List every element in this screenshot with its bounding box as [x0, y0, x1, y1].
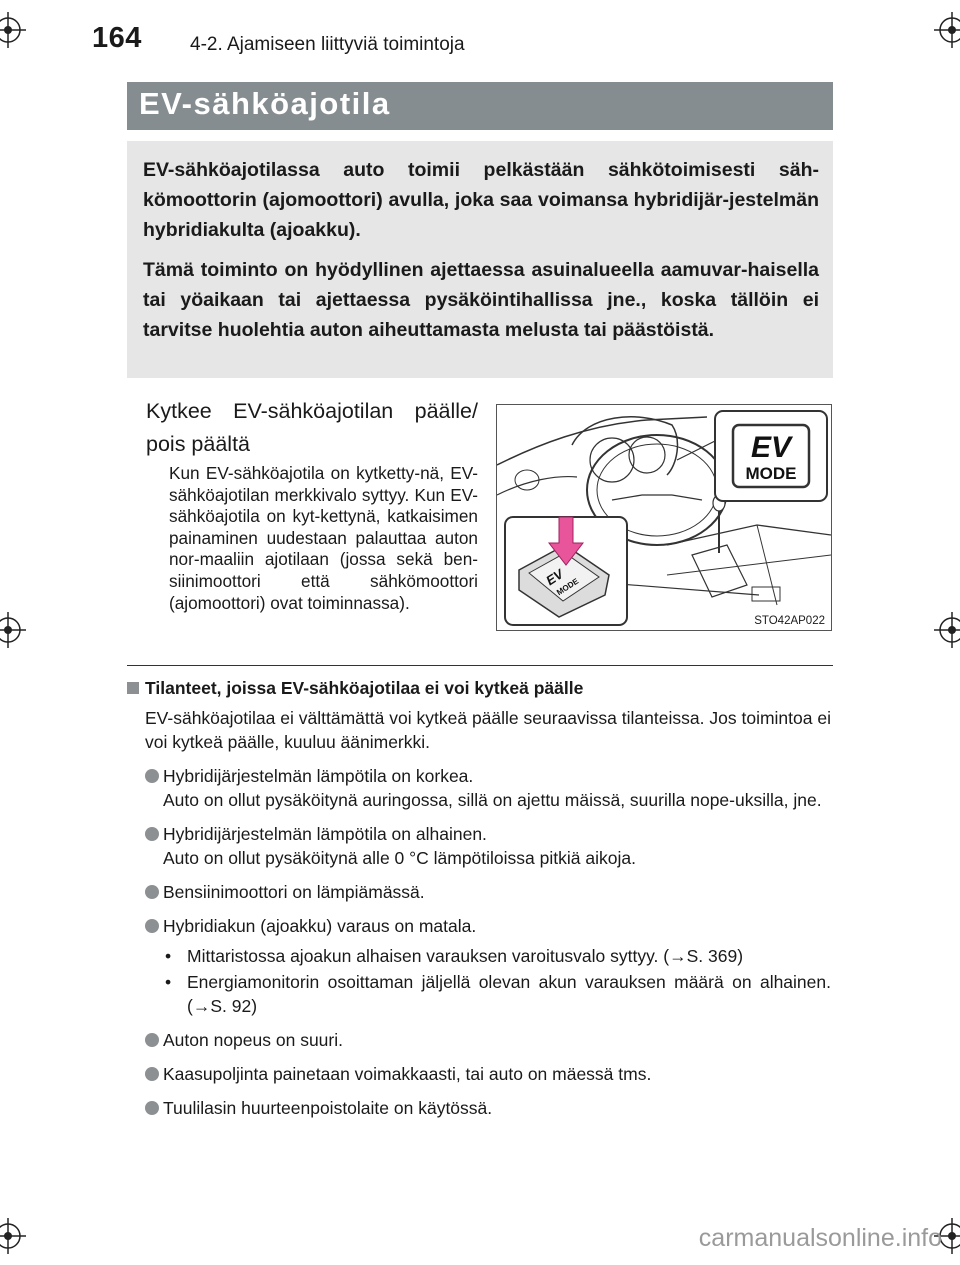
chapter-header: 4-2. Ajamiseen liittyviä toimintoja	[190, 34, 465, 55]
section-intro: EV-sähköajotilaa ei välttämättä voi kytkeä päälle seuraavissa tilanteissa. Jos toimintoa ei voi kytkeä päälle, kuuluu äänimerkki.	[145, 708, 831, 752]
sub-list-item: • Mittaristossa ajoakun alhaisen varauksen varoitusvalo syttyy. (→S. 369)	[165, 946, 744, 966]
circle-bullet-icon	[145, 919, 159, 933]
circle-bullet-icon	[145, 769, 159, 783]
crop-mark-top-right	[934, 12, 960, 48]
crop-mark-top-left	[0, 12, 26, 48]
crop-mark-bottom-left	[0, 1218, 26, 1254]
circle-bullet-icon	[145, 1067, 159, 1081]
circle-bullet-icon	[145, 885, 159, 899]
list-item: Hybridijärjestelmän lämpötila on korkea. Auto on ollut pysäköitynä auringossa, sillä on ajettu mäissä, suurilla nope-uksilla, jne.	[145, 764, 831, 812]
section-title-band	[127, 82, 833, 130]
dashboard-drawing	[497, 405, 831, 630]
circle-bullet-icon	[145, 827, 159, 841]
intro-paragraph-2: Tämä toiminto on hyödyllinen ajettaessa asuinalueella aamuvar-haisella tai yöaikaan tai ajettaessa pysäköintihallissa jne., koska tällöin ei tarvitse huolehtia auton aiheuttamasta melusta tai päästöistä.	[143, 259, 819, 341]
watermark: carmanualsonline.info	[698, 1224, 942, 1252]
list-item: Bensiinimoottori on lämpiämässä.	[145, 880, 831, 904]
intro-paragraph-1: EV-sähköajotilassa auto toimii pelkästään sähkötoimisesti säh-kömoottorin (ajomoottori) avulla, joka saa voimansa hybridijär-jestelmän hybridiakulta (ajoakku).	[143, 159, 819, 241]
section-divider	[127, 665, 833, 666]
ev-button-top: EV	[543, 566, 566, 589]
switch-heading: Kytkee EV-sähköajotilan päälle/ pois päältä	[146, 399, 478, 456]
ev-mode-switch-illustration	[496, 404, 832, 631]
list-item: Tuulilasin huurteenpoistolaite on käytössä.	[145, 1096, 831, 1120]
figure-code: STO42AP022	[754, 615, 825, 627]
ev-badge-bottom: MODE	[745, 464, 797, 483]
list-item: Hybridiakun (ajoakku) varaus on matala.	[145, 914, 831, 938]
circle-bullet-icon	[145, 1101, 159, 1115]
list-item: Hybridijärjestelmän lämpötila on alhainen. Auto on ollut pysäköitynä alle 0 °C lämpötiloissa pitkiä aikoja.	[145, 822, 831, 870]
square-bullet-icon	[127, 682, 139, 694]
switch-description: Kun EV-sähköajotila on kytketty-nä, EV-sähköajotilan merkkivalo syttyy. Kun EV-sähköajotila on kyt-kettynä, katkaisimen painaminen uudestaan palauttaa auton nor-maaliin ajotilaan (jossa sekä ben-siinimoottori että sähkömoottori (ajomoottori) ovat toiminnassa).	[169, 463, 478, 613]
list-item: Kaasupoljinta painetaan voimakkaasti, tai auto on mäessä tms.	[145, 1062, 831, 1086]
crop-mark-mid-left	[0, 612, 26, 648]
sub-list-item: • Energiamonitorin osoittaman jäljellä olevan akun varauksen määrä on alhainen. (→S. 92)	[165, 972, 831, 1016]
section-heading: Tilanteet, joissa EV-sähköajotilaa ei voi kytkeä päälle	[127, 676, 833, 700]
ev-button-bottom: MODE	[555, 576, 581, 598]
intro-box	[127, 141, 833, 378]
page-number: 164	[92, 22, 142, 54]
conditions-section	[127, 676, 833, 1120]
page-title: EV-sähköajotila	[139, 86, 391, 121]
ev-badge-top: EV	[750, 431, 792, 464]
crop-mark-mid-right	[934, 612, 960, 648]
circle-bullet-icon	[145, 1033, 159, 1047]
list-item: Auton nopeus on suuri.	[145, 1028, 831, 1052]
